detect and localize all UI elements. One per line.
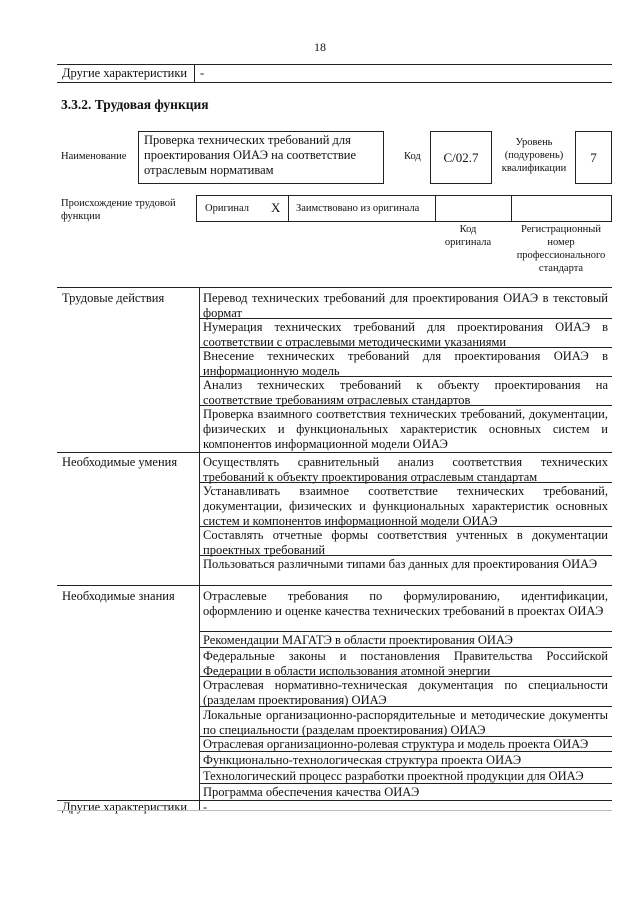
level-label: Уровень (подуровень) квалификации xyxy=(501,137,567,174)
bottom-other-label: Другие характеристики xyxy=(62,800,188,814)
knowledge-item: Отраслевые требования по формулированию, идентификации, оформлению и оценке качества технических требований в проектах ОИАЭ xyxy=(203,589,608,618)
section-title: 3.3.2. Трудовая функция xyxy=(61,97,209,112)
skill-item: Пользоваться различными типами баз данных для проектирования ОИАЭ xyxy=(203,557,598,571)
knowledge-item: Программа обеспечения качества ОИАЭ xyxy=(203,785,420,799)
reg-number-caption: Регистрационный номер профессионального стандарта xyxy=(516,224,606,274)
knowledge-item: Отраслевая нормативно-техническая документация по специальности (разделам проектирования) ОИАЭ xyxy=(203,678,608,707)
page-number: 18 xyxy=(314,40,326,54)
code-original-caption: Код оригинала xyxy=(444,224,492,248)
knowledge-item: Рекомендации МАГАТЭ в области проектирования ОИАЭ xyxy=(203,633,513,647)
code-label: Код xyxy=(404,151,421,162)
top-other-characteristics-row xyxy=(57,64,612,83)
actions-label: Трудовые действия xyxy=(62,291,165,305)
level-box: 7 xyxy=(575,131,612,184)
action-item: Внесение технических требований для проектирования ОИАЭ в информационную модель xyxy=(203,349,608,378)
skill-item: Устанавливать взаимное соответствие технических требований, документации, физических и функциональных характеристик основных систем и компонентов информационной модели ОИАЭ xyxy=(203,484,608,528)
other-characteristics-value: - xyxy=(200,66,205,80)
original-label: Оригинал xyxy=(205,203,249,214)
name-label: Наименование xyxy=(61,151,127,162)
action-item: Нумерация технических требований для проектирования ОИАЭ в соответствии с отраслевыми методическими указаниями xyxy=(203,320,608,349)
knowledge-item: Локальные организационно-распорядительные и методические документы по специальности (разделам проектирования) ОИАЭ xyxy=(203,708,608,737)
knowledge-item: Отраслевая организационно-ролевая структура и модель проекта ОИАЭ xyxy=(203,737,589,751)
function-code-box: С/02.7 xyxy=(430,131,492,184)
knowledge-label: Необходимые знания xyxy=(62,589,175,603)
origin-label: Происхождение трудовой функции xyxy=(61,198,176,222)
skill-item: Осуществлять сравнительный анализ соответствия технических требований к объекту проектирования отраслевым стандартам xyxy=(203,455,608,484)
origin-table xyxy=(196,195,612,222)
action-item: Проверка взаимного соответствия технических требований, документации, физических и функциональных характеристик основных систем и компонентов информационной модели ОИАЭ xyxy=(203,407,608,451)
bottom-other-value: - xyxy=(203,800,208,814)
original-mark: X xyxy=(271,200,281,215)
action-item: Перевод технических требований для проектирования ОИАЭ в текстовый формат xyxy=(203,291,608,320)
function-name-box: Проверка технических требований для проектирования ОИАЭ на соответствие отраслевым нормативам xyxy=(138,131,384,184)
skill-item: Составлять отчетные формы соответствия учтенных в документации проектных требований xyxy=(203,528,608,557)
borrowed-label: Заимствовано из оригинала xyxy=(296,203,420,214)
action-item: Анализ технических требований к объекту проектирования на соответствие требованиям отраслевых стандартов xyxy=(203,378,608,407)
knowledge-item: Технологический процесс разработки проектной продукции для ОИАЭ xyxy=(203,769,584,783)
other-characteristics-label: Другие характеристики xyxy=(62,66,188,80)
knowledge-item: Функционально-технологическая структура проекта ОИАЭ xyxy=(203,753,522,767)
skills-label: Необходимые умения xyxy=(62,455,178,469)
knowledge-item: Федеральные законы и постановления Правительства Российской Федерации в области использования атомной энергии xyxy=(203,649,608,678)
